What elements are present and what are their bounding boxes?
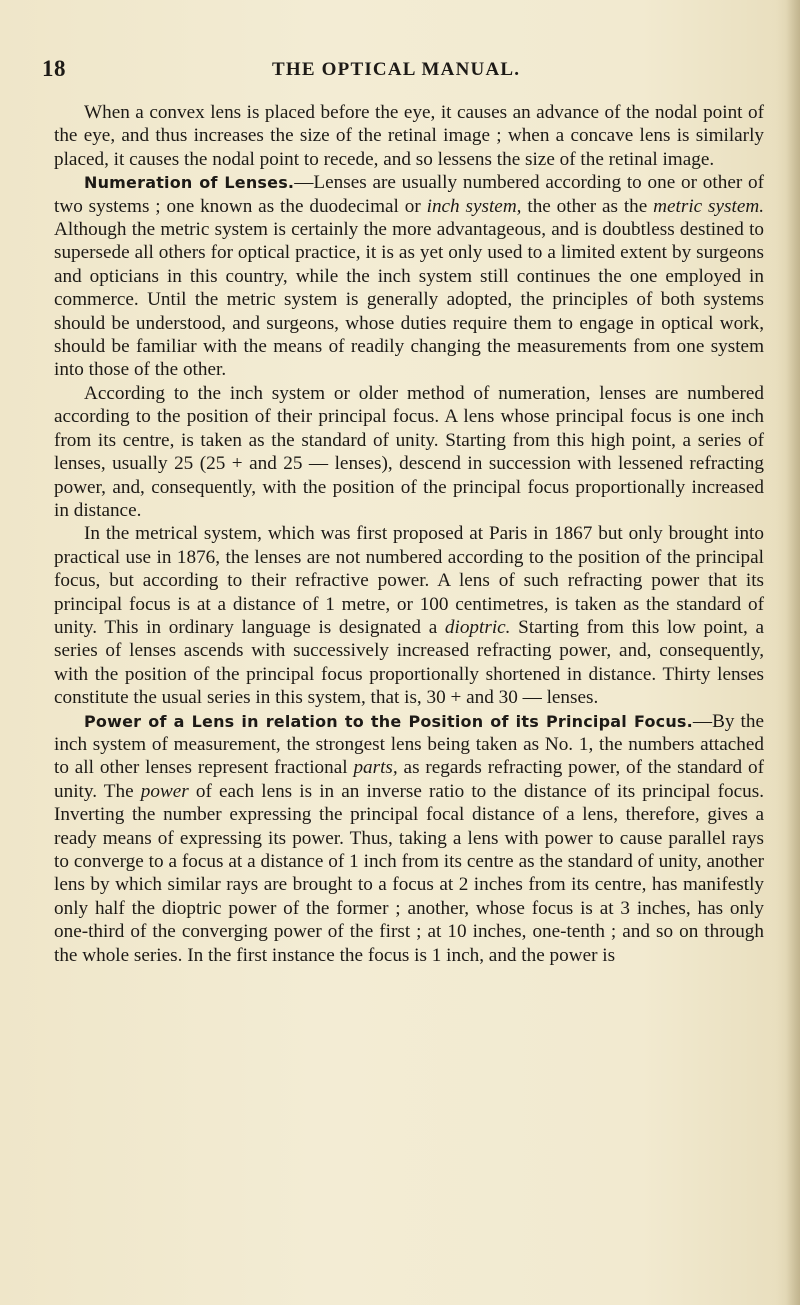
italic-term-inch-system: inch system, bbox=[426, 195, 522, 217]
page-edge-shadow bbox=[786, 0, 800, 1305]
paragraph-text: as regards refracting power, of the standard of unity. The bbox=[54, 757, 765, 802]
paragraph-text: —By the inch system of measurement, the strongest lens being taken as No. 1, the numbers attached to all other lenses represent fractional bbox=[54, 710, 764, 779]
paragraph-text: Starting from this low point, a series of lenses ascends with successively increased refracting power, and, consequently, with the position of the principal focus proportionally shortened in distance. Thirty lenses constitute the usual series in this system, that is, 30 + and 30 — lenses. bbox=[54, 616, 764, 709]
running-title: THE OPTICAL MANUAL. bbox=[272, 59, 521, 80]
paragraph-text: the other as the bbox=[521, 195, 654, 217]
paragraph-retinal-image bbox=[54, 101, 764, 171]
paragraph-text: Although the metric system is certainly the more advantageous, and is doubtless destined to supersede all others for optical practice, it is as yet only used to a limited extent by surgeons and opticians in this country, while the inch system still continues the one employed in commerce. Until the metric system is generally adopted, the principles of both systems should be understood, and surgeons, whose duties require them to engage in optical work, should be familiar with the means of readily changing the measurements from one system into those of the other. bbox=[54, 219, 764, 381]
section-heading-power-of-lens: Power of a Lens in relation to the Position of its Principal Focus. bbox=[84, 711, 693, 731]
italic-term-parts: parts, bbox=[353, 757, 398, 779]
paragraph-text: —Lenses are usually numbered according to one or other of two systems ; one known as the duodecimal or bbox=[54, 172, 765, 217]
page-header bbox=[0, 56, 800, 86]
italic-term-dioptric: dioptric. bbox=[444, 616, 511, 638]
paragraph-text: When a convex lens is placed before the eye, it causes an advance of the nodal point of the eye, and thus increases the size of the retinal image ; when a concave lens is similarly placed, it causes the nodal point to recede, and so lessens the size of the retinal image. bbox=[54, 102, 764, 170]
paragraph-text: In the metrical system, which was first proposed at Paris in 1867 but only brought into practical use in 1876, the lenses are not numbered according to the position of the principal focus, but according to their refractive power. A lens of such refracting power that its principal focus is at a distance of 1 metre, or 100 centimetres, is taken as the standard of unity. This in ordinary language is designated a bbox=[54, 523, 764, 638]
italic-term-power: power bbox=[140, 780, 189, 802]
section-heading-numeration: Numeration of Lenses. bbox=[84, 173, 295, 193]
italic-term-metric-system: metric system. bbox=[653, 195, 764, 217]
body-text bbox=[54, 101, 764, 967]
paragraph-text: According to the inch system or older method of numeration, lenses are numbered according to the position of their principal focus. A lens whose principal focus is one inch from its centre, is taken as the standard of unity. Starting from this high point, a series of lenses, usually 25 (25 + and 25 — lenses), descend in succession with lessened refracting power, and, consequently, with the position of the principal focus proportionally increased in distance. bbox=[54, 382, 764, 521]
paragraph-metrical-system bbox=[54, 522, 764, 709]
paragraph-numeration-of-lenses bbox=[54, 171, 764, 382]
paragraph-power-of-lens bbox=[54, 710, 764, 967]
page-number: 18 bbox=[42, 56, 66, 81]
paragraph-inch-system bbox=[54, 382, 764, 522]
paragraph-text: of each lens is in an inverse ratio to the distance of its principal focus. Inverting the number expressing the principal focal distance of a lens, therefore, gives a ready means of expressing its power. Thus, taking a lens with power to cause parallel rays to converge to a focus at a distance of 1 inch from its centre as the standard of unity, another lens by which similar rays are brought to a focus at 2 inches from its centre, has manifestly only half the dioptric power of the former ; another, whose focus is at 3 inches, has only one-third of the converging power of the first ; at 10 inches, one-tenth ; and so on through the whole series. In the first instance the focus is 1 inch, and the power is bbox=[54, 780, 764, 966]
